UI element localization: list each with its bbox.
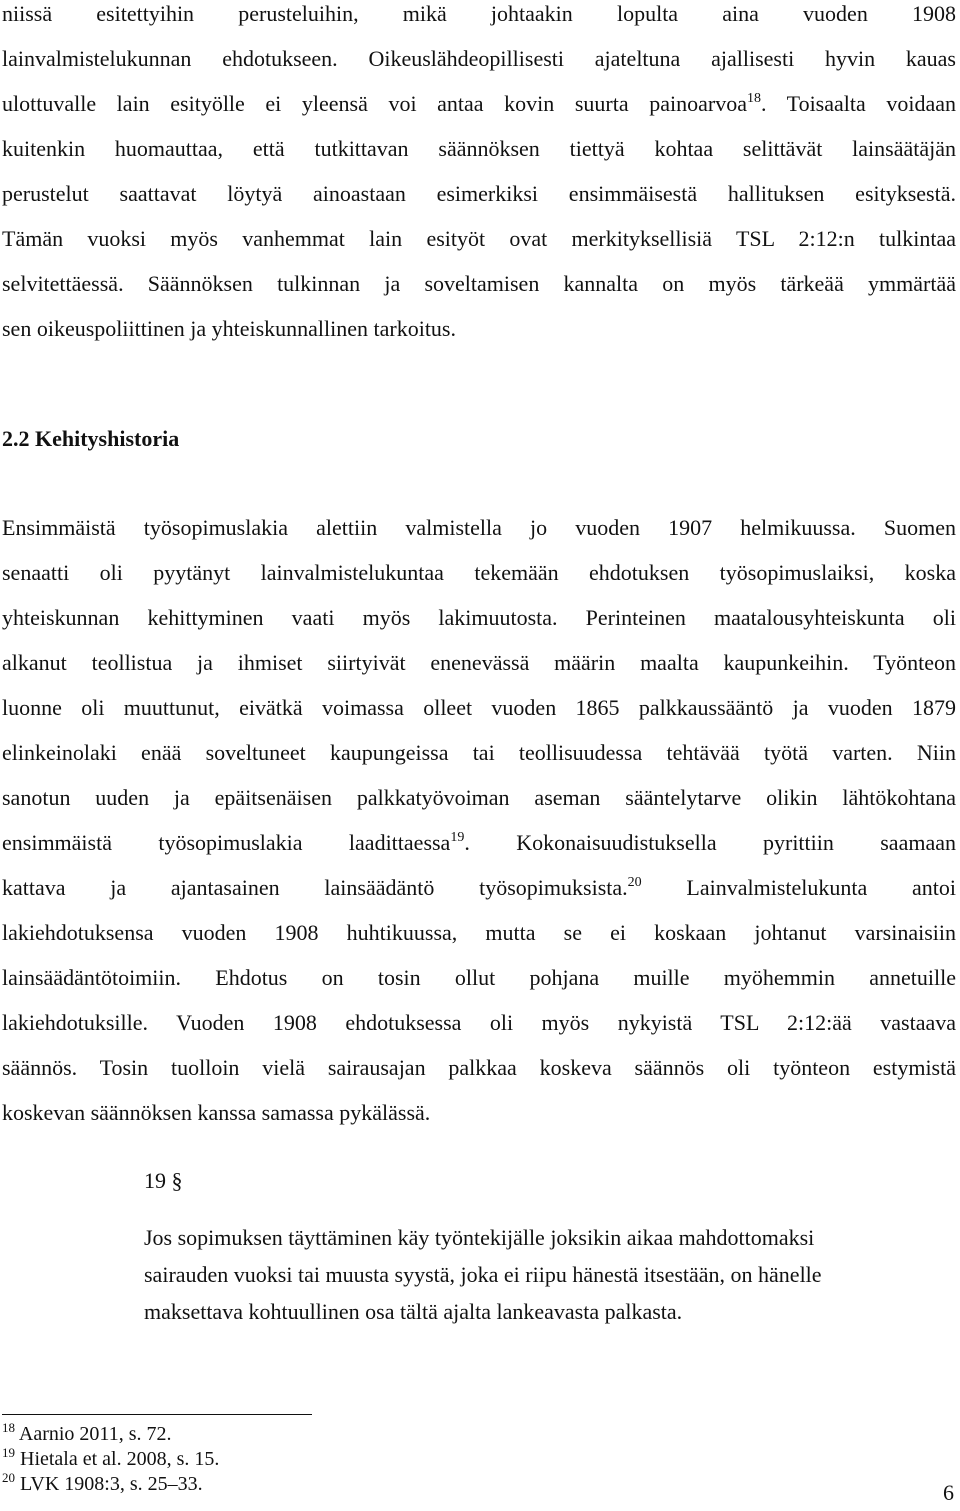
footnote-reference-18[interactable]: 18 xyxy=(746,91,761,106)
quote-line: maksettava kohtuullinen osa tältä ajalta lankeavasta palkasta. xyxy=(144,1299,683,1324)
paragraph-legislative-history-intro xyxy=(2,0,956,351)
paragraph-line: alkanut teollistua ja ihmiset siirtyivät enenevässä määrin maalta kaupunkeihin. Työnteon xyxy=(2,650,956,675)
paragraph-line: niissä esitettyihin perusteluihin, mikä johtaakin lopulta aina vuoden 1908 xyxy=(2,1,956,26)
footnote-number: 18 xyxy=(2,1420,15,1435)
paragraph-line: elinkeinolaki enää soveltuneet kaupungeissa tai teollisuudessa tehtävää työtä varten. Niin xyxy=(2,740,956,765)
quoted-section-number: 19 § xyxy=(144,1168,183,1193)
footnotes xyxy=(2,1422,219,1497)
text-run: Lainvalmistelukunta antoi xyxy=(641,875,956,900)
text-run: ensimmäistä työsopimuslakia laadittaessa xyxy=(2,830,451,855)
quote-line: Jos sopimuksen täyttäminen käy työntekijälle joksikin aikaa mahdottomaksi xyxy=(144,1225,815,1250)
paragraph-line: lakiehdotuksensa vuoden 1908 huhtikuussa, mutta se ei koskaan johtanut varsinaisiin xyxy=(2,920,956,945)
paragraph-line: sen oikeuspoliittinen ja yhteiskunnallinen tarkoitus. xyxy=(2,316,456,341)
footnote-19 xyxy=(2,1447,219,1472)
paragraph-line: lainsäädäntötoimiin. Ehdotus on tosin ollut pohjana muille myöhemmin annetuille xyxy=(2,965,956,990)
text-run: . Kokonaisuudistuksella pyrittiin saamaan xyxy=(464,830,956,855)
paragraph-development-history xyxy=(2,505,956,1135)
paragraph-line: selvitettäessä. Säännöksen tulkinnan ja soveltamisen kannalta on myös tärkeää ymmärtää xyxy=(2,271,956,296)
paragraph-line: säännös. Tosin tuolloin vielä sairausajan palkkaa koskeva säännös oli työnteon estymistä xyxy=(2,1055,956,1080)
quote-line: sairauden vuoksi tai muusta syystä, joka ei riipu hänestä itsestään, on hänelle xyxy=(144,1262,822,1287)
paragraph-line xyxy=(2,81,956,126)
paragraph-line: sanotun uuden ja epäitsenäisen palkkatyövoiman aseman sääntelytarve olikin lähtökohtana xyxy=(2,785,956,810)
footnote-text: Aarnio 2011, s. 72. xyxy=(15,1423,172,1445)
paragraph-line: Ensimmäistä työsopimuslakia alettiin valmistella jo vuoden 1907 helmikuussa. Suomen xyxy=(2,515,956,540)
paragraph-line: kuitenkin huomauttaa, että tutkittavan säännöksen tiettyä kohtaa selittävät lainsäätäjän xyxy=(2,136,956,161)
paragraph-line: yhteiskunnan kehittyminen vaati myös lakimuutosta. Perinteinen maatalousyhteiskunta oli xyxy=(2,605,956,630)
paragraph-line: lakiehdotuksille. Vuoden 1908 ehdotuksessa oli myös nykyistä TSL 2:12:ää vastaava xyxy=(2,1010,956,1035)
footnote-number: 19 xyxy=(2,1445,15,1460)
text-run: kattava ja ajantasainen lainsäädäntö työsopimuksista. xyxy=(2,875,628,900)
paragraph-line: lainvalmistelukunnan ehdotukseen. Oikeuslähdeopillisesti ajateltuna ajallisesti hyvin kauas xyxy=(2,46,956,71)
footnote-text: Hietala et al. 2008, s. 15. xyxy=(15,1448,220,1470)
paragraph-line xyxy=(2,820,956,865)
text-run: ulottuvalle lain esityölle ei yleensä voi antaa kovin suurta painoarvoa xyxy=(2,91,747,116)
quoted-section-text xyxy=(144,1219,956,1330)
text-run: . Toisaalta voidaan xyxy=(760,91,957,116)
page-number: 6 xyxy=(943,1480,954,1505)
footnote-separator xyxy=(2,1414,312,1415)
section-heading: 2.2 Kehityshistoria xyxy=(2,426,180,451)
footnote-20 xyxy=(2,1472,219,1497)
footnote-text: LVK 1908:3, s. 25–33. xyxy=(15,1473,203,1495)
paragraph-line: koskevan säännöksen kanssa samassa pykälässä. xyxy=(2,1100,431,1125)
paragraph-line: senaatti oli pyytänyt lainvalmistelukuntaa tekemään ehdotuksen työsopimuslaiksi, koska xyxy=(2,560,956,585)
footnote-reference-20[interactable]: 20 xyxy=(627,875,642,890)
paragraph-line: luonne oli muuttunut, eivätkä voimassa olleet vuoden 1865 palkkaussääntö ja vuoden 1879 xyxy=(2,695,956,720)
footnote-reference-19[interactable]: 19 xyxy=(450,830,465,845)
paragraph-line xyxy=(2,865,956,910)
paragraph-line: Tämän vuoksi myös vanhemmat lain esityöt ovat merkityksellisiä TSL 2:12:n tulkintaa xyxy=(2,226,956,251)
footnote-number: 20 xyxy=(2,1470,15,1485)
footnote-18 xyxy=(2,1422,219,1447)
paragraph-line: perustelut saattavat löytyä ainoastaan esimerkiksi ensimmäisestä hallituksen esityksestä. xyxy=(2,181,956,206)
